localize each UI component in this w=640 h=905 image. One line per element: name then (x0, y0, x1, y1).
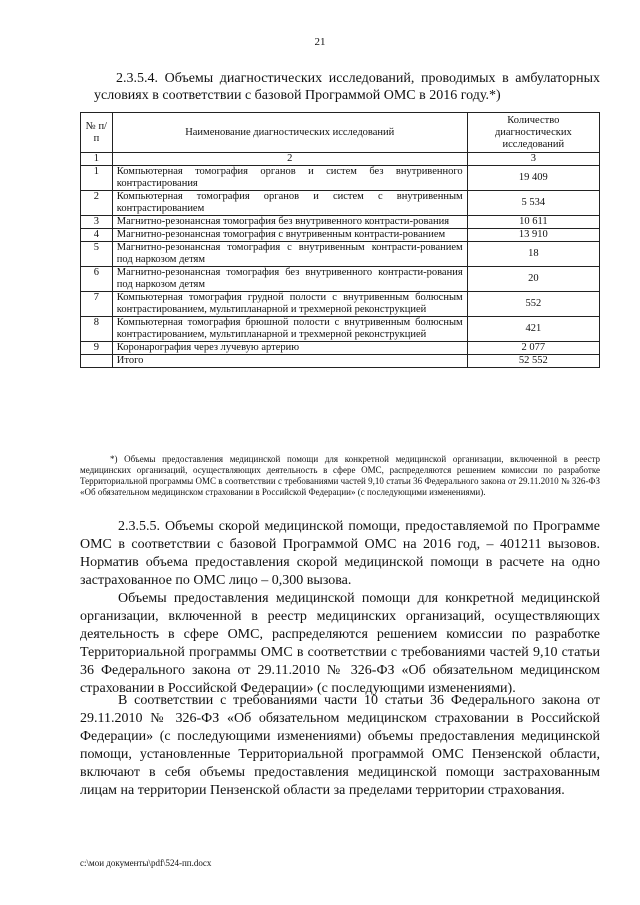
index-cell: 2 (112, 153, 467, 166)
row-num: 2 (81, 191, 113, 216)
row-qty: 19 409 (467, 166, 599, 191)
total-qty: 52 552 (467, 355, 599, 368)
row-name: Магнитно-резонансная томография с внутривенным контрасти-рованием (112, 229, 467, 242)
row-num: 8 (81, 317, 113, 342)
table-total-row (81, 355, 600, 368)
header-name: Наименование диагностических исследований (112, 113, 467, 153)
row-qty: 552 (467, 292, 599, 317)
paragraph-distribution: Объемы предоставления медицинской помощи для конкретной медицинской организации, включенной в реестр медицинских организаций, осуществляющих деятельность в сфере ОМС, распределяются решением комиссии по разработке Территориальной программы ОМС в соответствии с требованиями частей 9,10 статьи 36 Федерального закона от 29.11.2010 № 326-ФЗ «Об обязательном медицинском страховании в Российской Федерации» (с последующими изменениями). (80, 591, 600, 696)
row-name: Магнитно-резонансная томография без внутривенного контрасти-рования (112, 216, 467, 229)
table-footnote: *) Объемы предоставления медицинской помощи для конкретной медицинской организации, включенной в реестр медицинских организаций, осуществляющих деятельность в сфере ОМС, распределяются решением комиссии по разработке Территориальной программы ОМС в соответствии с требованиями частей 9,10 статьи 36 Федерального закона от 29.11.2010 № 326-ФЗ «Об обязательном медицинском страховании в Российской Федерации» (с последующими изменениями). (80, 454, 600, 497)
index-cell: 1 (81, 153, 113, 166)
row-name: Магнитно-резонансная томография без внутривенного контрасти-рования под наркозом детям (112, 267, 467, 292)
index-cell: 3 (467, 153, 599, 166)
header-num: № п/п (81, 113, 113, 153)
row-qty: 2 077 (467, 342, 599, 355)
table-header-row (81, 113, 600, 153)
row-qty: 20 (467, 267, 599, 292)
row-qty: 421 (467, 317, 599, 342)
row-qty: 10 611 (467, 216, 599, 229)
row-num: 9 (81, 342, 113, 355)
row-qty: 13 910 (467, 229, 599, 242)
paragraph-ambulance-volumes: 2.3.5.5. Объемы скорой медицинской помощи, предоставляемой по Программе ОМС в соответствии с базовой Программой ОМС на 2016 год, – 401211 вызовов. Норматив объема предоставления скорой медицинской помощи в расчете на одно застрахованное по ОМС лицо – 0,300 вызова. (80, 519, 600, 588)
table-row (81, 317, 600, 342)
row-qty: 18 (467, 242, 599, 267)
row-name: Коронарография через лучевую артерию (112, 342, 467, 355)
table-row (81, 166, 600, 191)
row-name: Компьютерная томография органов и систем без внутривенного контрастирования (112, 166, 467, 191)
table-index-row (81, 153, 600, 166)
total-empty-cell (81, 355, 113, 368)
row-qty: 5 534 (467, 191, 599, 216)
table-row (81, 229, 600, 242)
total-label: Итого (112, 355, 467, 368)
row-num: 4 (81, 229, 113, 242)
table-row (81, 267, 600, 292)
section-heading: 2.3.5.4. Объемы диагностических исследований, проводимых в амбулаторных условиях в соответствии с базовой Программой ОМС в 2016 году.*) (94, 71, 600, 103)
paragraph-territorial-program: В соответствии с требованиями части 10 статьи 36 Федерального закона от 29.11.2010 № 326-ФЗ «Об обязательном медицинском страховании в Российской Федерации» (с последующими изменениями) объемы предоставления медицинской помощи, установленные Территориальной программой ОМС Пензенской области, включают в себя объемы предоставления медицинской помощи застрахованным лицам на территории Пензенской области за пределами территории страхования. (80, 693, 600, 798)
row-num: 6 (81, 267, 113, 292)
diagnostics-table (80, 112, 600, 368)
row-num: 3 (81, 216, 113, 229)
table-row (81, 292, 600, 317)
row-num: 5 (81, 242, 113, 267)
page-number: 21 (314, 36, 326, 48)
header-qty: Количество диагностических исследований (467, 113, 599, 153)
row-name: Компьютерная томография брюшной полости с внутривенным болюсным контрастированием, мультипланарной и трехмерной реконструкцией (112, 317, 467, 342)
row-num: 7 (81, 292, 113, 317)
table-row (81, 242, 600, 267)
table-row (81, 342, 600, 355)
table-row (81, 216, 600, 229)
table-row (81, 191, 600, 216)
row-name: Компьютерная томография органов и систем с внутривенным контрастированием (112, 191, 467, 216)
row-num: 1 (81, 166, 113, 191)
row-name: Магнитно-резонансная томография с внутривенным контрасти-рованием под наркозом детям (112, 242, 467, 267)
file-path: c:\мои документы\pdf\524-пп.docx (80, 858, 212, 868)
row-name: Компьютерная томография грудной полости с внутривенным болюсным контрастированием, мультипланарной и трехмерной реконструкцией (112, 292, 467, 317)
